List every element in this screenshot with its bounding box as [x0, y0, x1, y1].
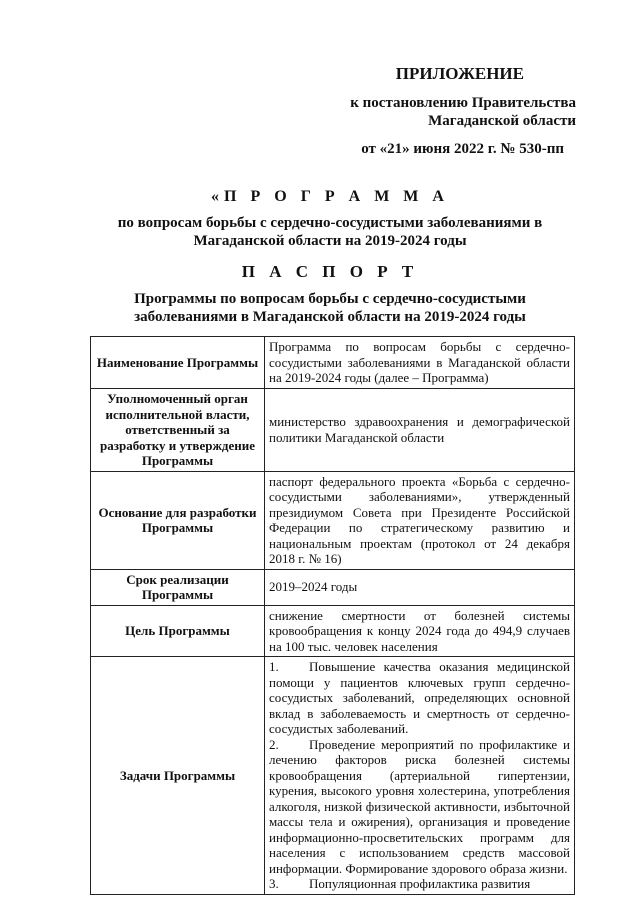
row-label: Наименование Программы — [91, 337, 265, 389]
appendix-title: ПРИЛОЖЕНИЕ — [395, 64, 524, 83]
table-row — [91, 569, 575, 605]
program-subtitle-line-2: Магаданской области на 2019-2024 годы — [193, 233, 467, 249]
program-header — [96, 188, 564, 250]
program-subtitle-line-1: по вопросам борьбы с сердечно-сосудистыми заболеваниями в — [117, 215, 543, 231]
passport-table — [90, 336, 575, 895]
passport-title: П А С П О Р Т — [241, 262, 419, 281]
task-text: Повышение качества оказания медицинской помощи у пациентов ключевых групп сердечно-сосудистых заболеваний, определяющих основной вклад в заболеваемость и смертность от сердечно-сосудистых заболеваний. — [269, 659, 570, 736]
task-item — [269, 659, 570, 737]
row-label: Основание для разработки Программы — [91, 471, 265, 569]
row-value: паспорт федерального проекта «Борьба с сердечно-сосудистыми заболеваниями», утвержденный президиумом Совета при Президенте Российской Федерации по стратегическому развитию и национальным проектам (протокол от 24 декабря 2018 г. № 16) — [265, 471, 575, 569]
program-title: «П Р О Г Р А М М А — [211, 188, 449, 205]
task-item — [269, 876, 570, 892]
table-row — [91, 657, 575, 895]
row-value: министерство здравоохранения и демографической политики Магаданской области — [265, 389, 575, 472]
table-row — [91, 471, 575, 569]
table-row — [91, 605, 575, 657]
row-label: Срок реализации Программы — [91, 569, 265, 605]
task-item — [269, 737, 570, 877]
row-label: Задачи Программы — [91, 657, 265, 895]
appendix-block — [350, 64, 576, 158]
table-row — [91, 337, 575, 389]
row-value: 2019–2024 годы — [265, 569, 575, 605]
table-row — [91, 389, 575, 472]
row-value: снижение смертности от болезней системы кровообращения к концу 2024 года до 494,9 случаев на 100 тыс. человек населения — [265, 605, 575, 657]
task-number: 1. — [269, 659, 279, 674]
passport-header — [96, 262, 564, 326]
row-value: Программа по вопросам борьбы с сердечно-сосудистыми заболеваниями в Магаданской области на 2019-2024 годы (далее – Программа) — [265, 337, 575, 389]
appendix-date: от «21» июня 2022 г. № 530-пп — [361, 141, 564, 157]
appendix-line-1: к постановлению Правительства — [350, 95, 576, 111]
row-label: Цель Программы — [91, 605, 265, 657]
row-label: Уполномоченный орган исполнительной власти, ответственный за разработку и утверждение Программы — [91, 389, 265, 472]
passport-subtitle-line-1: Программы по вопросам борьбы с сердечно-сосудистыми — [134, 291, 526, 307]
row-value-tasks — [265, 657, 575, 895]
task-number: 2. — [269, 736, 279, 752]
task-text: Проведение мероприятий по профилактике и лечению факторов риска болезней системы кровообращения (артериальной гипертензии, курения, высокого уровня холестерина, употребления алкоголя, низкой физической активности, избыточной массы тела и ожирения), организация и проведение информационно-просветительских программ для населения с использованием средств массовой информации. Формирование здорового образа жизни. — [269, 736, 570, 876]
task-number: 3. — [269, 876, 279, 891]
appendix-line-2: Магаданской области — [428, 113, 576, 129]
task-text: Популяционная профилактика развития — [309, 876, 531, 891]
passport-subtitle-line-2: заболеваниями в Магаданской области на 2019-2024 годы — [134, 309, 526, 325]
